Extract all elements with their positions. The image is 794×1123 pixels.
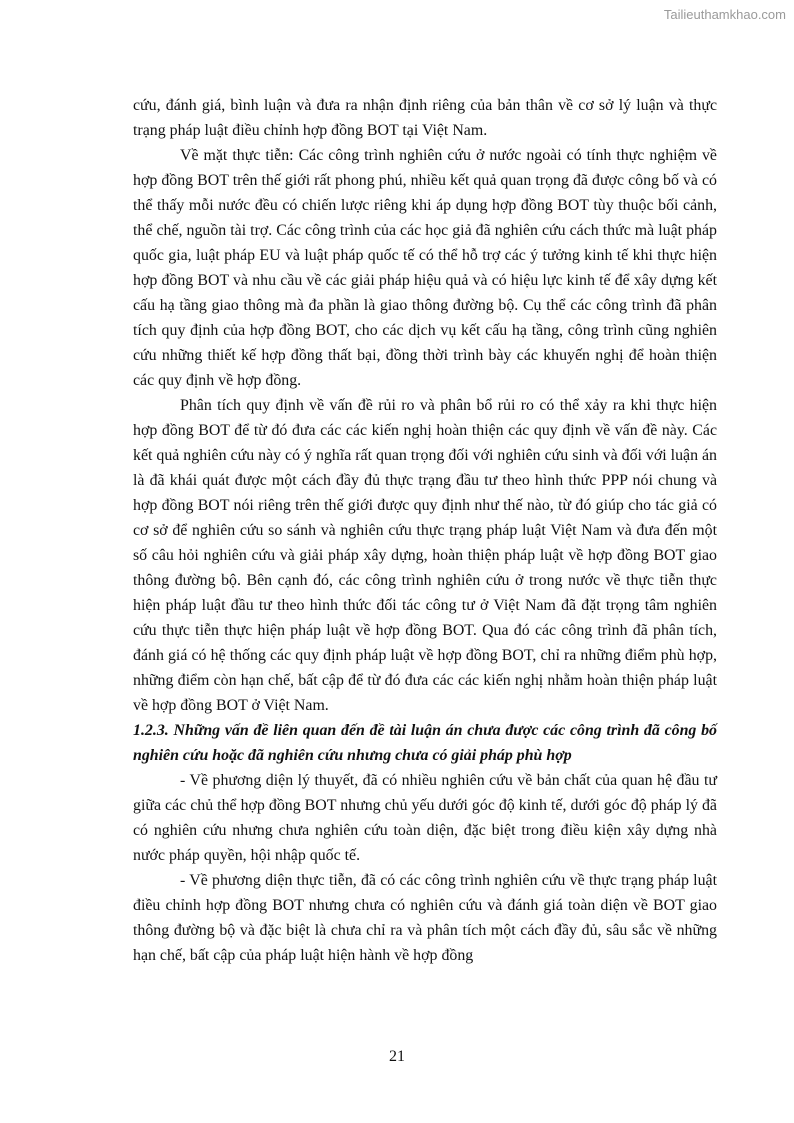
page-number: 21	[389, 1048, 405, 1065]
paragraph-theory-aspect: - Về phương diện lý thuyết, đã có nhiều nghiên cứu về bản chất của quan hệ đầu tư giữa các chủ thể hợp đồng BOT nhưng chủ yếu dưới góc độ kinh tế, dưới góc độ pháp lý đã có nghiên cứu nhưng chưa nghiên cứu toàn diện, đặc biệt trong điều kiện xây dựng nhà nước pháp quyền, hội nhập quốc tế.	[133, 772, 717, 864]
watermark-text: Tailieuthamkhao.com	[663, 7, 786, 22]
paragraph-risk-analysis: Phân tích quy định về vấn đề rủi ro và phân bổ rủi ro có thể xảy ra khi thực hiện hợp đồng BOT để từ đó đưa các các kiến nghị hoàn thiện các quy định về vấn đề này. Các kết quả nghiên cứu này có ý nghĩa rất quan trọng đối với nghiên cứu sinh và đối với luận án là đã khái quát được một cách đầy đủ thực trạng đầu tư theo hình thức PPP nói chung và hợp đồng BOT nói riêng trên thế giới được quy định như thế nào, từ đó giúp cho tác giả có cơ sở để nghiên cứu so sánh và nghiên cứu thực trạng pháp luật Việt Nam và đưa đến một số câu hỏi nghiên cứu và giải pháp xây dựng, hoàn thiện pháp luật về hợp đồng BOT giao thông đường bộ. Bên cạnh đó, các công trình nghiên cứu ở trong nước về thực tiễn thực hiện pháp luật đầu tư theo hình thức đối tác công tư ở Việt Nam đã đặt trọng tâm nghiên cứu thực tiễn thực hiện pháp luật về hợp đồng BOT. Qua đó các công trình đã phân tích, đánh giá có hệ thống các quy định pháp luật về hợp đồng BOT, chỉ ra những điểm phù hợp, những điểm còn hạn chế, bất cập để từ đó đưa các các kiến nghị nhằm hoàn thiện pháp luật về hợp đồng BOT ở Việt Nam.	[133, 397, 717, 714]
paragraph-practical-aspect: Về mặt thực tiễn: Các công trình nghiên cứu ở nước ngoài có tính thực nghiệm về hợp đồng BOT trên thế giới rất phong phú, nhiều kết quả quan trọng đã được công bố và có thể thấy mỗi nước đều có chiến lược riêng khi áp dụng hợp đồng BOT tùy thuộc bối cảnh, thể chế, nguồn tài trợ. Các công trình của các học giả đã nghiên cứu cách thức mà luật pháp quốc gia, luật pháp EU và luật pháp quốc tế có thể hỗ trợ các ý tưởng kinh tế khi thực hiện hợp đồng BOT và nhu cầu về các giải pháp hiệu quả và có hiệu lực kinh tế để xây dựng kết cấu hạ tầng giao thông mà đa phần là giao thông đường bộ. Cụ thể các công trình đã phân tích quy định của hợp đồng BOT, cho các dịch vụ kết cấu hạ tầng, công trình cũng nghiên cứu những thiết kế hợp đồng thất bại, đồng thời trình bày các khuyến nghị để hoàn thiện các quy định về hợp đồng.	[133, 147, 717, 389]
page-body	[133, 93, 717, 968]
paragraph-practice-aspect: - Về phương diện thực tiễn, đã có các công trình nghiên cứu về thực trạng pháp luật điều chỉnh hợp đồng BOT nhưng chưa có nghiên cứu và đánh giá toàn diện về BOT giao thông đường bộ và đặc biệt là chưa chỉ ra và phân tích một cách đầy đủ, sâu sắc về những hạn chế, bất cập của pháp luật hiện hành về hợp đồng	[133, 872, 717, 964]
paragraph-continuation: cứu, đánh giá, bình luận và đưa ra nhận định riêng của bản thân về cơ sở lý luận và thực trạng pháp luật điều chỉnh hợp đồng BOT tại Việt Nam.	[133, 97, 717, 139]
section-heading-1-2-3: 1.2.3. Những vấn đề liên quan đến đề tài luận án chưa được các công trình đã công bố nghiên cứu hoặc đã nghiên cứu nhưng chưa có giải pháp phù hợp	[133, 722, 717, 764]
